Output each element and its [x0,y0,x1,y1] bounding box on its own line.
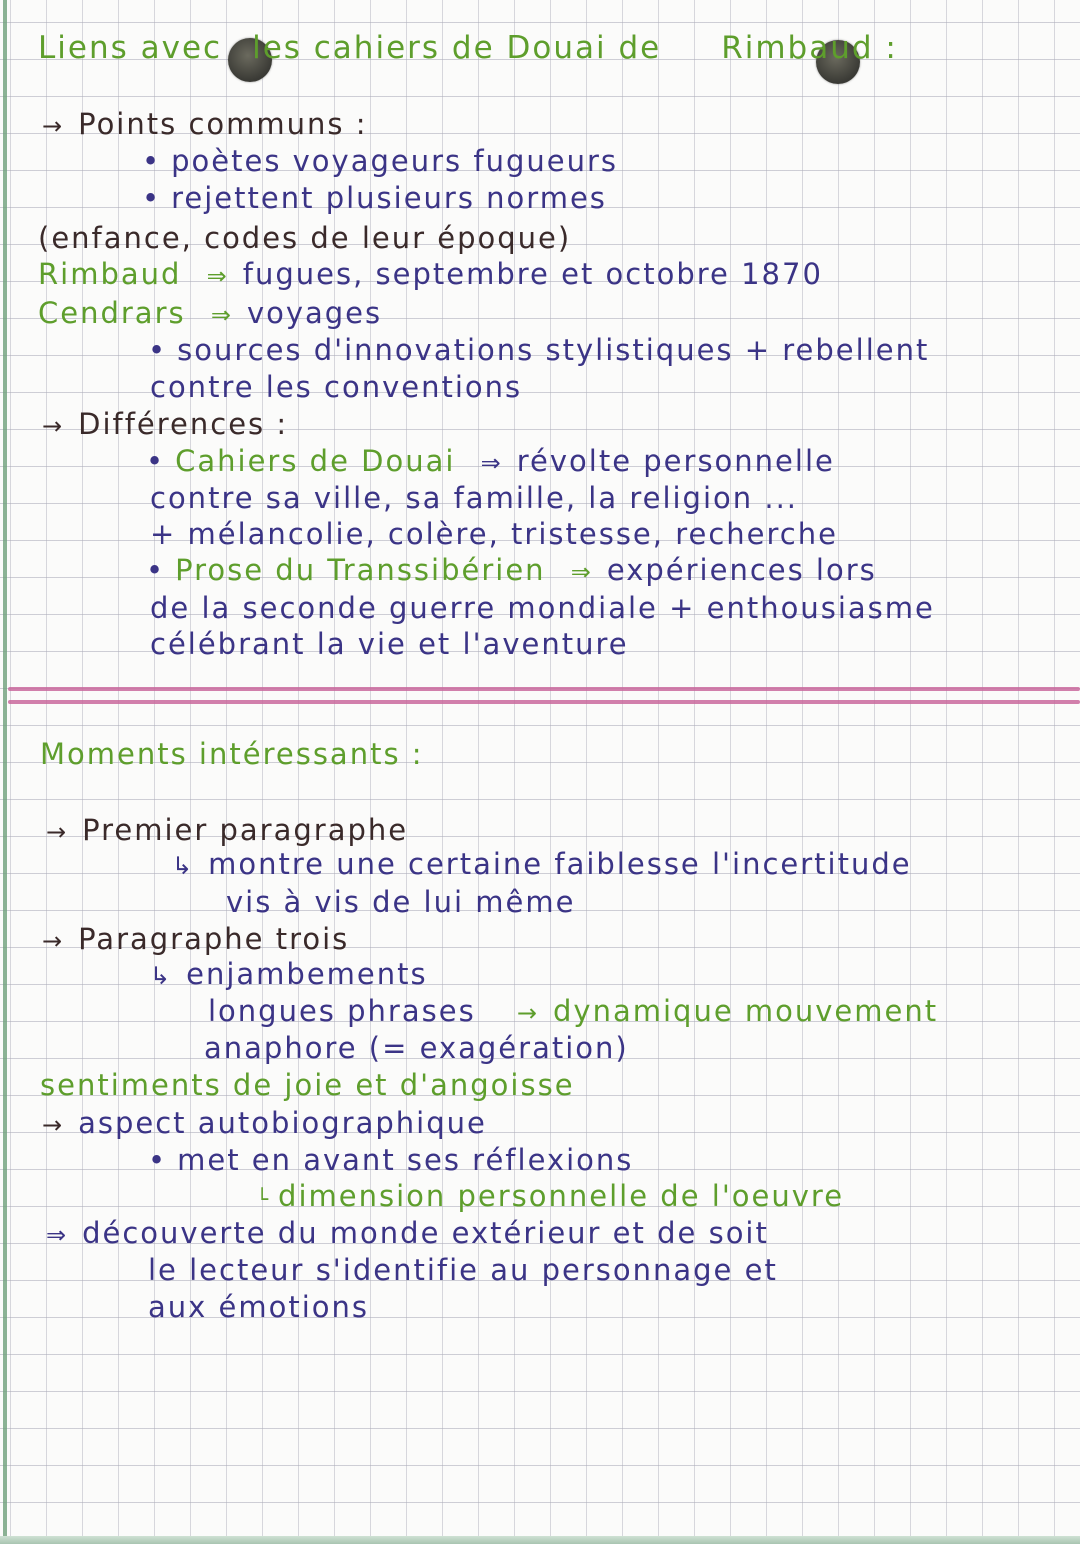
list-item: • Cahiers de Douai ⇒ révolte personnelle [146,444,835,478]
autobio-heading: → aspect autobiographique [42,1106,487,1140]
sub-item-continuation: anaphore (= exagération) [204,1031,629,1065]
sentiments-text: sentiments de joie et d'angoisse [40,1068,575,1102]
sub-item: └ dimension personnelle de l'oeuvre [256,1179,845,1213]
double-arrow-icon: ⇒ [570,558,593,586]
section-divider-top [8,687,1080,691]
list-item-continuation: de la seconde guerre mondiale + enthousiasme [150,591,935,625]
section-divider-bottom [8,700,1080,704]
notebook-margin-line [3,0,7,1544]
page-bottom-edge [0,1536,1080,1544]
list-item: • Prose du Transsibérien ⇒ expériences lors [146,553,877,587]
list-item-continuation: contre les conventions [150,370,523,404]
bullet-icon: • [146,444,166,478]
list-item: • rejettent plusieurs normes [142,181,607,215]
double-arrow-icon: ⇒ [46,1221,69,1249]
title-part-1: Liens avec [38,30,223,66]
rimbaud-label: Rimbaud [38,257,182,291]
bullet-icon: • [142,181,162,215]
arrow-icon: → [42,112,65,140]
rimbaud-line: Rimbaud ⇒ fugues, septembre et octobre 1870 [38,257,823,291]
arrow-icon: → [516,999,540,1027]
sub-item: ↳ montre une certaine faiblesse l'incertitude [172,847,912,881]
title-part-2: les cahiers de Douai de [252,30,662,66]
bullet-icon: • [146,553,166,587]
title-part-3: Rimbaud : [721,30,898,66]
cendrars-line: Cendrars ⇒ voyages [38,296,383,330]
list-item: • met en avant ses réflexions [148,1143,634,1177]
double-arrow-icon: ⇒ [206,262,229,290]
arrow-icon: → [42,412,65,440]
points-communs-heading: → Points communs : [42,107,368,141]
list-item: • sources d'innovations stylistiques + rebellent [148,333,930,367]
continuation-text: (enfance, codes de leur époque) [38,221,572,255]
arrow-icon: → [42,927,65,955]
premier-paragraphe-heading: → Premier paragraphe [46,813,409,847]
section1-title [38,30,898,66]
return-arrow-icon: ↳ [172,852,195,880]
arrow-icon: → [46,818,69,846]
conclusion-continuation: aux émotions [148,1290,370,1324]
cendrars-label: Cendrars [38,296,186,330]
double-arrow-icon: ⇒ [210,301,233,329]
list-item-continuation: célébrant la vie et l'aventure [150,627,629,661]
arrow-icon: → [42,1111,65,1139]
sub-item-continuation: longues phrases → dynamique mouvement [208,994,939,1028]
corner-mark-icon: └ [256,1187,271,1211]
list-item-continuation: + mélancolie, colère, tristesse, recherche [150,517,838,551]
differences-heading: → Différences : [42,407,289,441]
paragraphe-trois-heading: → Paragraphe trois [42,922,350,956]
bullet-icon: • [148,333,168,367]
conclusion-continuation: le lecteur s'identifie au personnage et [148,1253,778,1287]
section2-title: Moments intéressants : [40,737,424,771]
list-item: • poètes voyageurs fugueurs [142,144,618,178]
sub-item-continuation: vis à vis de lui même [226,885,576,919]
double-arrow-icon: ⇒ [480,449,503,477]
bullet-icon: • [148,1143,168,1177]
list-item-continuation: contre sa ville, sa famille, la religion ... [150,481,799,515]
return-arrow-icon: ↳ [150,962,173,990]
conclusion-line: ⇒ découverte du monde extérieur et de soit [46,1216,769,1250]
sub-item: ↳ enjambements [150,957,428,991]
bullet-icon: • [142,144,162,178]
